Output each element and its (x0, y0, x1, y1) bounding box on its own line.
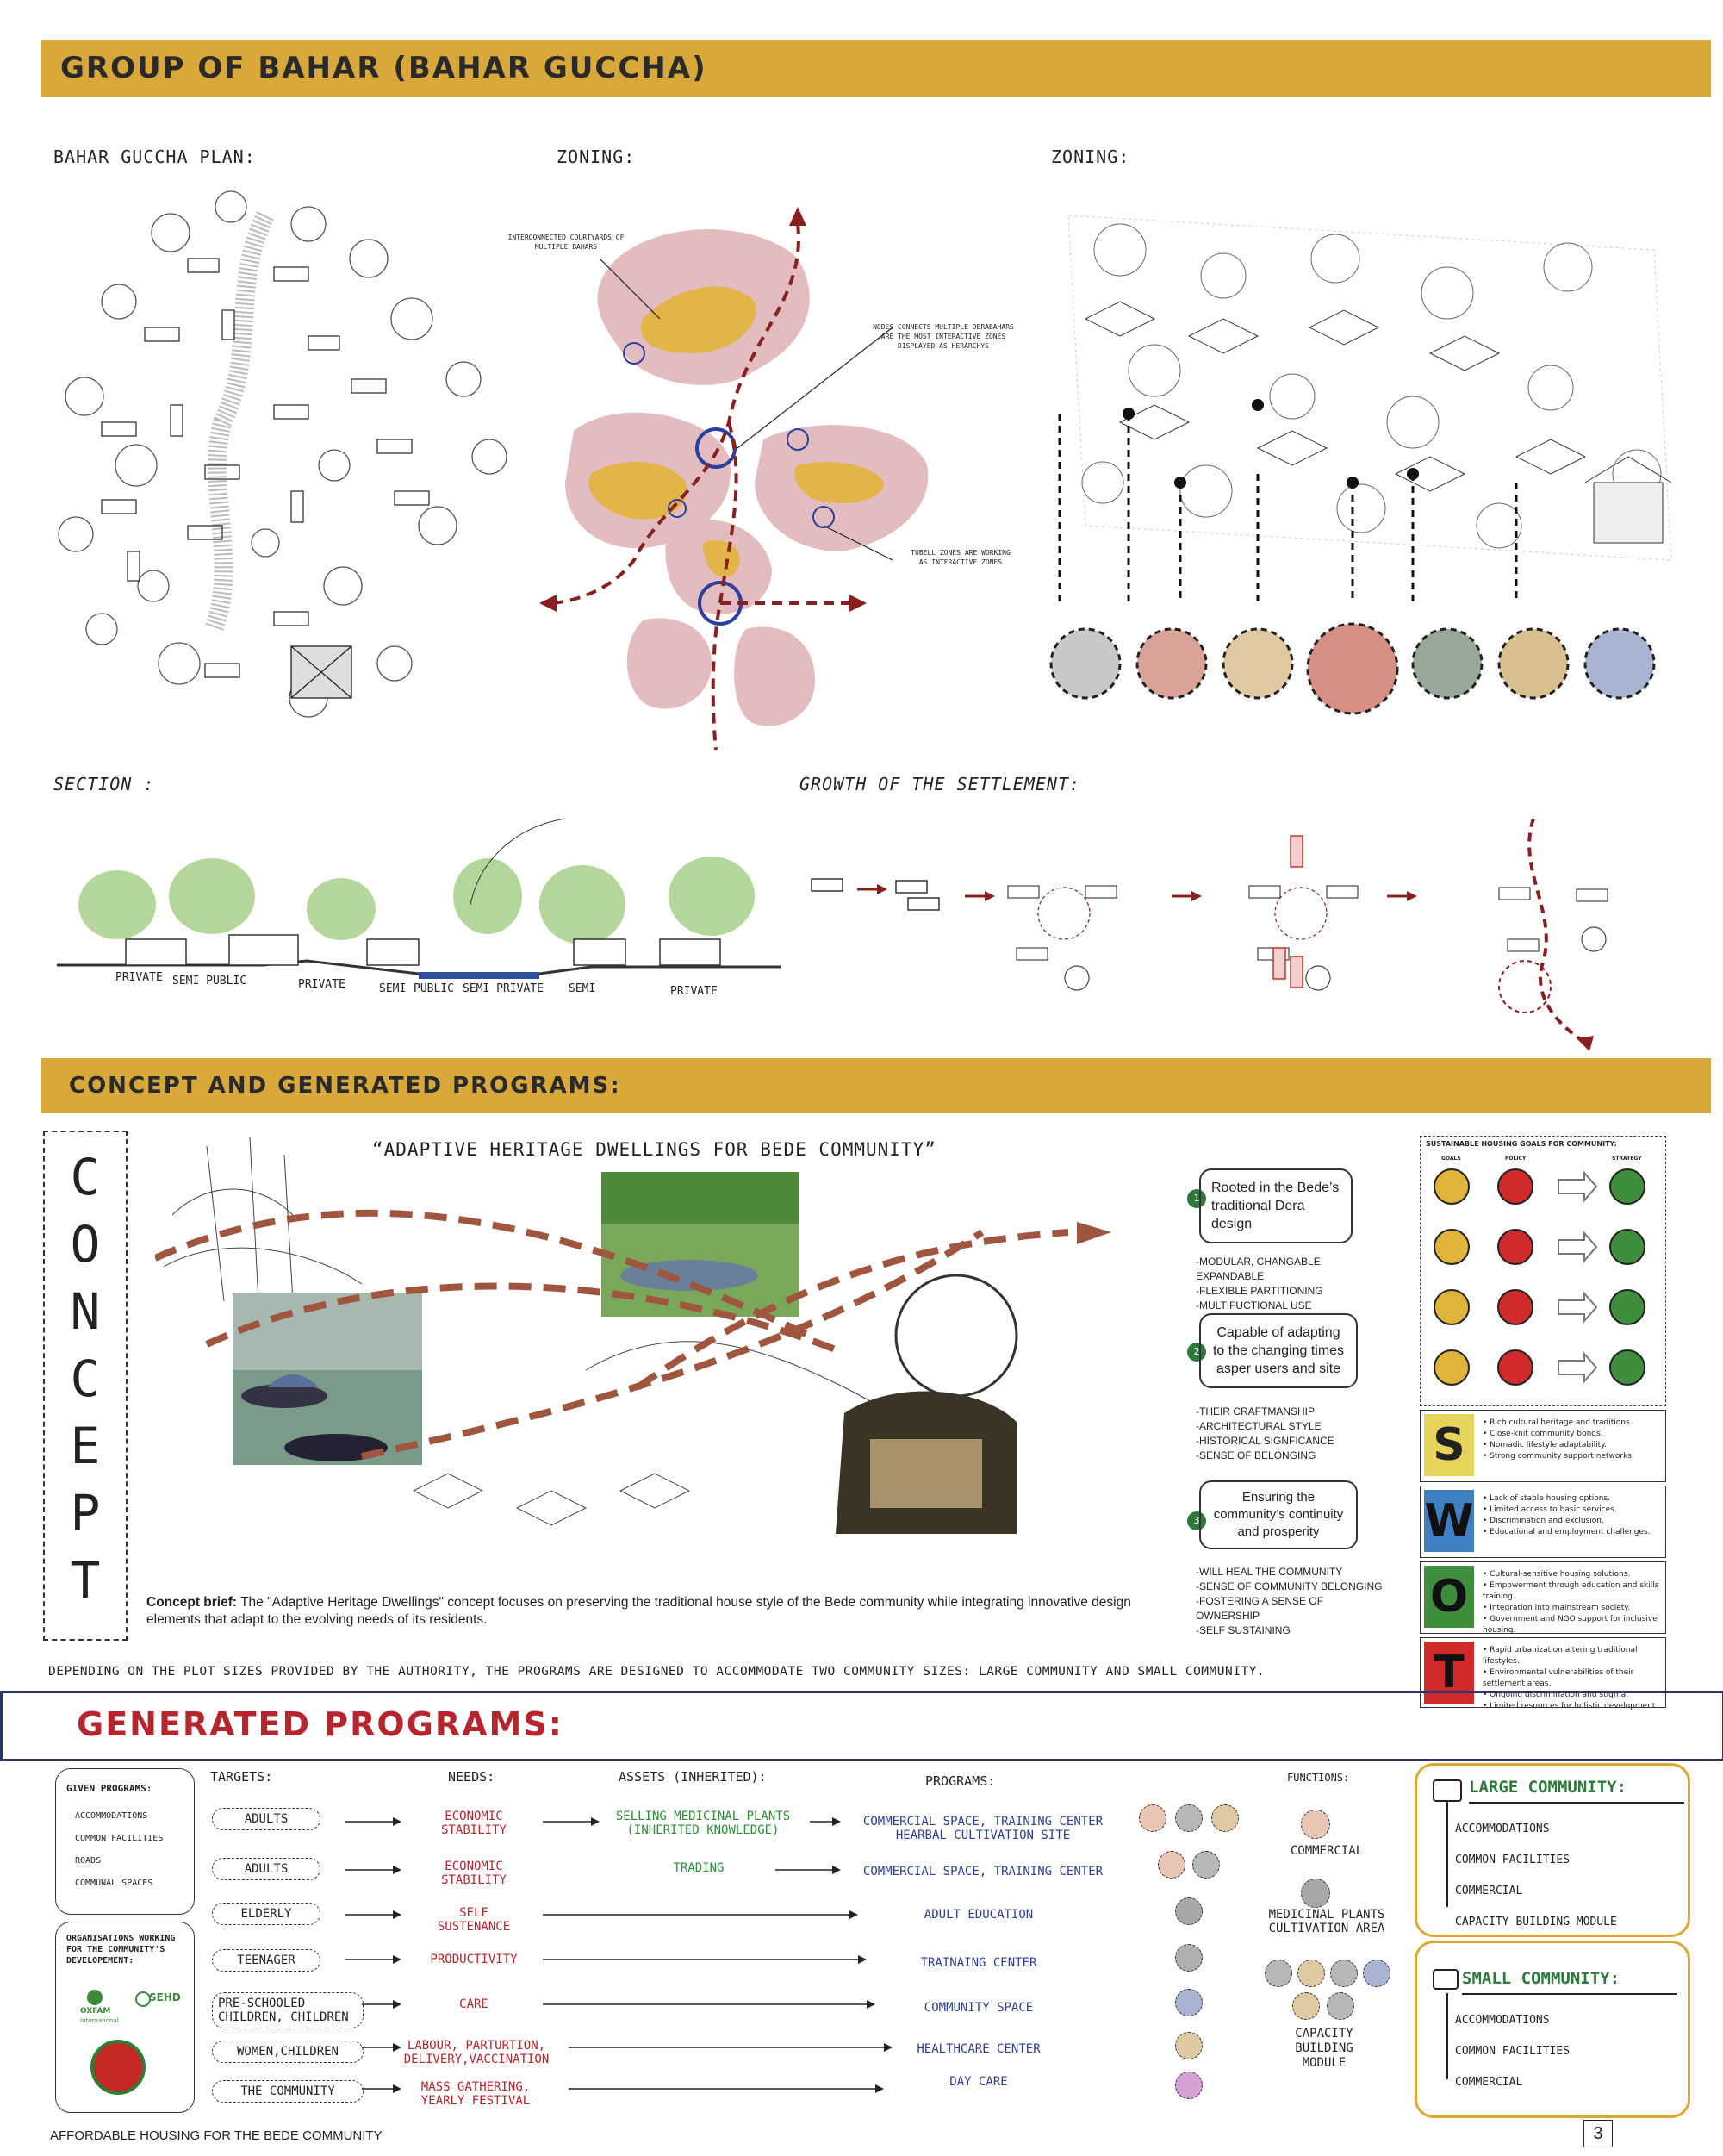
need-row-1: ECONOMIC STABILITY (441, 1810, 507, 1837)
concept-letter-c2: C (70, 1349, 101, 1408)
section-label-semi-2: SEMI (569, 982, 596, 995)
given-programs-title: GIVEN PROGRAMS: (66, 1783, 152, 1794)
step-2-badge: 2 (1187, 1343, 1206, 1362)
function-icon (1175, 2072, 1203, 2099)
step-3-title: Ensuring the community’s continuity and prosperity (1199, 1480, 1358, 1549)
swot-letter-s: S (1424, 1414, 1474, 1476)
step-1-bullet: -FLEXIBLE PARTITIONING (1196, 1285, 1323, 1297)
swot-w-item: • Limited access to basic services. (1483, 1505, 1664, 1516)
organisations-title: ORGANISATIONS WORKING FOR THE COMMUNITY'S DEVELOPEMENT: (66, 1934, 176, 1966)
footer-caption: AFFORDABLE HOUSING FOR THE BEDE COMMUNITY (50, 2128, 383, 2143)
concept-brief-label: Concept brief: (146, 1595, 238, 1610)
target-teenager: TEENAGER (212, 1949, 320, 1972)
concept-banner-title: CONCEPT AND GENERATED PROGRAMS: (69, 1073, 621, 1099)
small-community-item: COMMON FACILITIES (1455, 2045, 1571, 2058)
function-icon (1139, 1804, 1166, 1832)
tree-cluster-a (59, 191, 507, 717)
concept-letter-t: T (70, 1551, 101, 1610)
concept-collage (155, 1129, 1189, 1594)
organisations-box (55, 1922, 195, 2113)
zoning-label-1: ZONING: (557, 146, 636, 167)
plan-label: BAHAR GUCCHA PLAN: (53, 146, 256, 167)
step-3-badge: 3 (1187, 1511, 1206, 1530)
small-community-title: SMALL COMMUNITY: (1462, 1969, 1620, 1988)
need-row-4: PRODUCTIVITY (430, 1953, 518, 1966)
col-header-targets: TARGETS: (210, 1769, 273, 1785)
growth-label: GROWTH OF THE SETTLEMENT: (799, 774, 1081, 794)
section-label-private-2: PRIVATE (298, 978, 345, 991)
step-3-bullet: -SELF SUSTAINING (1196, 1624, 1291, 1636)
program-row-5: COMMUNITY SPACE (924, 2001, 1034, 2015)
swot-opportunities (1420, 1561, 1666, 1634)
large-community-item: COMMERCIAL (1455, 1885, 1523, 1897)
concept-letter-c1: C (70, 1148, 101, 1206)
function-icon (1175, 1989, 1203, 2016)
step-1-bullet: -MULTIFUCTIONAL USE (1196, 1299, 1312, 1312)
large-community-title: LARGE COMMUNITY: (1469, 1778, 1627, 1797)
annotation-nodes: NODES CONNECTS MULTIPLE DERABAHARS ARE THE MOST INTERACTIVE ZONES DISPLAYED AS HERARCHYS (873, 323, 1014, 350)
housing-goals-panel (1420, 1136, 1666, 1406)
step-2-bullet: -SENSE OF BELONGING (1196, 1449, 1316, 1461)
swot-weaknesses (1420, 1486, 1666, 1558)
asset-row-1: SELLING MEDICINAL PLANTS (INHERITED KNOWLEDGE) (615, 1810, 791, 1837)
government-emblem-icon (90, 2040, 146, 2095)
site-section-drawing (57, 810, 781, 1034)
program-row-4: TRAINAING CENTER (920, 1956, 1037, 1970)
function-commercial: COMMERCIAL (1290, 1844, 1364, 1858)
step-3-bullet: -WILL HEAL THE COMMUNITY (1196, 1566, 1343, 1578)
target-adults-2: ADULTS (212, 1858, 320, 1880)
given-program-item: ACCOMMODATIONS (75, 1811, 148, 1821)
step-2-bullet: -HISTORICAL SIGNFICANCE (1196, 1435, 1334, 1447)
bahar-guccha-plan-drawing (50, 181, 532, 750)
function-icon (1158, 1851, 1185, 1879)
swot-t-item: • Ongoing discrimination and stigma. (1483, 1690, 1664, 1701)
annotation-tubewell: TUBELL ZONES ARE WORKING AS INTERACTIVE ZONES (911, 549, 1011, 566)
section-label-private-3: PRIVATE (670, 985, 718, 998)
need-row-3: SELF SUSTENANCE (437, 1906, 511, 1934)
need-row-5: CARE (459, 1997, 488, 2011)
concept-quote: “ADAPTIVE HERITAGE DWELLINGS FOR BEDE COMMUNITY” (372, 1139, 936, 1160)
swot-t-item: • Environmental vulnerabilities of their settlement areas. (1483, 1667, 1664, 1690)
section-label-private-1: PRIVATE (115, 971, 163, 984)
oxfam-logo-icon (87, 1990, 103, 2005)
section-label-public: PUBLIC (414, 982, 454, 995)
target-adults-1: ADULTS (212, 1808, 320, 1830)
swot-s-item: • Nomadic lifestyle adaptability. (1483, 1440, 1664, 1451)
step-3-bullet: -SENSE OF COMMUNITY BELONGING (1196, 1580, 1383, 1592)
dwelling-blocks (102, 259, 429, 677)
large-community-box (1415, 1763, 1690, 1937)
step-1-badge: 1 (1187, 1189, 1206, 1208)
swot-s-item: • Strong community support networks. (1483, 1451, 1664, 1462)
step-3-bullet: -FOSTERING A SENSE OF OWNERSHIP (1196, 1595, 1324, 1622)
annotation-courtyards: INTERCONNECTED COURTYARDS OF MULTIPLE BAHARS (507, 234, 625, 251)
oxfam-label: OXFAM (80, 2007, 111, 2016)
capacity-icon (1330, 1960, 1358, 1987)
programs-title-bar (0, 1691, 1723, 1761)
need-row-2: ECONOMIC STABILITY (441, 1860, 507, 1887)
concept-brief (146, 1594, 1137, 1629)
swot-letter-t: T (1424, 1642, 1474, 1704)
swot-letter-w: W (1424, 1490, 1474, 1552)
swot-o-item: • Empowerment through education and skills training. (1483, 1580, 1664, 1603)
given-program-item: COMMON FACILITIES (75, 1834, 164, 1843)
zoning-activity-vignettes (1042, 617, 1689, 720)
section-label-semi-public: SEMI PUBLIC (172, 975, 247, 988)
step-2-title: Capable of adapting to the changing times asper users and site (1199, 1313, 1358, 1388)
program-row-3: ADULT EDUCATION (924, 1908, 1034, 1922)
program-row-7: DAY CARE (949, 2075, 1008, 2089)
swot-t-item: • Limited resources for holistic development. (1483, 1701, 1664, 1712)
capacity-icon (1292, 1992, 1320, 2020)
concept-banner (41, 1058, 1711, 1113)
concept-brief-text: The "Adaptive Heritage Dwellings" concept focuses on preserving the traditional house style of the Bede community while integrating innovative design elements that adapt to the evolving needs of its residents. (146, 1595, 1131, 1627)
function-medicinal: MEDICINAL PLANTS CULTIVATION AREA (1268, 1908, 1385, 1935)
swot-w-item: • Discrimination and exclusion. (1483, 1516, 1664, 1527)
asset-row-2: TRADING (673, 1861, 725, 1875)
large-community-item: COMMON FACILITIES (1455, 1854, 1571, 1866)
commercial-icon (1301, 1810, 1330, 1839)
concept-letter-n: N (70, 1282, 101, 1341)
need-row-7: MASS GATHERING, YEARLY FESTIVAL (420, 2080, 531, 2108)
concept-letter-e: E (70, 1417, 101, 1475)
swot-strengths (1420, 1410, 1666, 1482)
goals-icon-grid (1421, 1162, 1665, 1404)
swot-o-item: • Integration into mainstream society. (1483, 1603, 1664, 1614)
goals-header-strategy: STRATEGY (1612, 1156, 1642, 1162)
function-icon (1175, 1944, 1203, 1972)
small-community-box (1415, 1941, 1690, 2118)
function-icon (1175, 2032, 1203, 2059)
capacity-icon (1297, 1960, 1325, 1987)
given-program-item: COMMUNAL SPACES (75, 1879, 153, 1888)
swot-w-item: • Educational and employment challenges. (1483, 1527, 1664, 1538)
goals-title: SUSTAINABLE HOUSING GOALS FOR COMMUNITY: (1426, 1140, 1617, 1148)
swot-w-item: • Lack of stable housing options. (1483, 1493, 1664, 1505)
medicinal-plants-icon (1301, 1879, 1330, 1908)
step-1-bullet: -MODULAR, CHANGABLE, EXPANDABLE (1196, 1256, 1324, 1282)
swot-s-item: • Rich cultural heritage and traditions. (1483, 1418, 1664, 1429)
function-icon (1175, 1897, 1203, 1925)
section-label-semi-1: SEMI (379, 982, 407, 995)
target-women-children: WOMEN,CHILDREN (212, 2041, 364, 2063)
capacity-icon (1327, 1992, 1354, 2020)
large-community-icon (1433, 1779, 1462, 1802)
step-2-bullet: -THEIR CRAFTMANSHIP (1196, 1405, 1315, 1418)
small-community-icon (1433, 1969, 1459, 1990)
swot-o-item: • Cultural-sensitive housing solutions. (1483, 1569, 1664, 1580)
growth-of-settlement-diagram (801, 819, 1689, 1060)
function-icon (1211, 1804, 1239, 1832)
goals-header-policy: POLICY (1505, 1156, 1527, 1162)
swot-s-item: • Close-knit community bonds. (1483, 1429, 1664, 1440)
col-header-assets: ASSETS (INHERITED): (619, 1769, 767, 1785)
small-community-item: ACCOMMODATIONS (1455, 2014, 1550, 2027)
program-row-6: HEALTHCARE CENTER (917, 2042, 1041, 2056)
goals-header-goals: GOALS (1441, 1156, 1461, 1162)
function-icon (1192, 1851, 1220, 1879)
col-header-functions: FUNCTIONS: (1287, 1772, 1350, 1784)
programs-title: GENERATED PROGRAMS: (77, 1705, 563, 1743)
program-row-1: COMMERCIAL SPACE, TRAINING CENTER HEARBAL CULTIVATION SITE (862, 1815, 1104, 1842)
oxfam-sublabel: International (80, 2017, 119, 2024)
function-capacity: CAPACITY BUILDING MODULE (1295, 2027, 1353, 2070)
page-number: 3 (1583, 2120, 1613, 2147)
target-community: THE COMMUNITY (212, 2080, 364, 2103)
program-row-2: COMMERCIAL SPACE, TRAINING CENTER (862, 1865, 1104, 1879)
target-elderly: ELDERLY (212, 1903, 320, 1925)
col-header-needs: NEEDS: (448, 1769, 495, 1785)
swot-o-item: • Government and NGO support for inclusive housing. (1483, 1614, 1664, 1636)
concept-letter-p: P (70, 1484, 101, 1542)
col-header-programs: PROGRAMS: (925, 1773, 996, 1789)
zoning-diagram (539, 198, 970, 750)
section-label: SECTION : (53, 774, 155, 794)
large-community-item: CAPACITY BUILDING MODULE (1455, 1916, 1617, 1929)
capacity-icon (1265, 1960, 1292, 1987)
swot-letter-o: O (1424, 1566, 1474, 1628)
section-label-semi-private: SEMI PRIVATE (463, 982, 544, 995)
zoning-label-2: ZONING: (1051, 146, 1130, 167)
page-title: GROUP OF BAHAR (BAHAR GUCCHA) (60, 51, 707, 85)
given-programs-box (55, 1768, 195, 1915)
need-row-6: LABOUR, PARTURTION, DELIVERY,VACCINATION (403, 2039, 550, 2066)
step-1-title: Rooted in the Bede’s traditional Dera design (1199, 1168, 1353, 1243)
concept-vertical-box (43, 1131, 128, 1641)
small-community-item: COMMERCIAL (1455, 2076, 1523, 2089)
given-program-item: ROADS (75, 1856, 102, 1866)
large-community-item: ACCOMMODATIONS (1455, 1823, 1550, 1835)
concept-letter-o: O (70, 1215, 101, 1274)
function-icon (1175, 1804, 1203, 1832)
sehd-label: SEHD (149, 1991, 181, 2003)
capacity-icon (1363, 1960, 1390, 1987)
target-preschool: PRE-SCHOOLED CHILDREN, CHILDREN (212, 1992, 364, 2028)
step-2-bullet: -ARCHITECTURAL STYLE (1196, 1420, 1322, 1432)
plot-size-note: DEPENDING ON THE PLOT SIZES PROVIDED BY THE AUTHORITY, THE PROGRAMS ARE DESIGNED TO ACCOMMODATE TWO COMMUNITY SIZES: LARGE COMMUNITY AND SMALL COMMUNITY. (48, 1665, 1266, 1679)
title-banner (41, 40, 1711, 97)
swot-t-item: • Rapid urbanization altering traditional lifestyles. (1483, 1645, 1664, 1667)
